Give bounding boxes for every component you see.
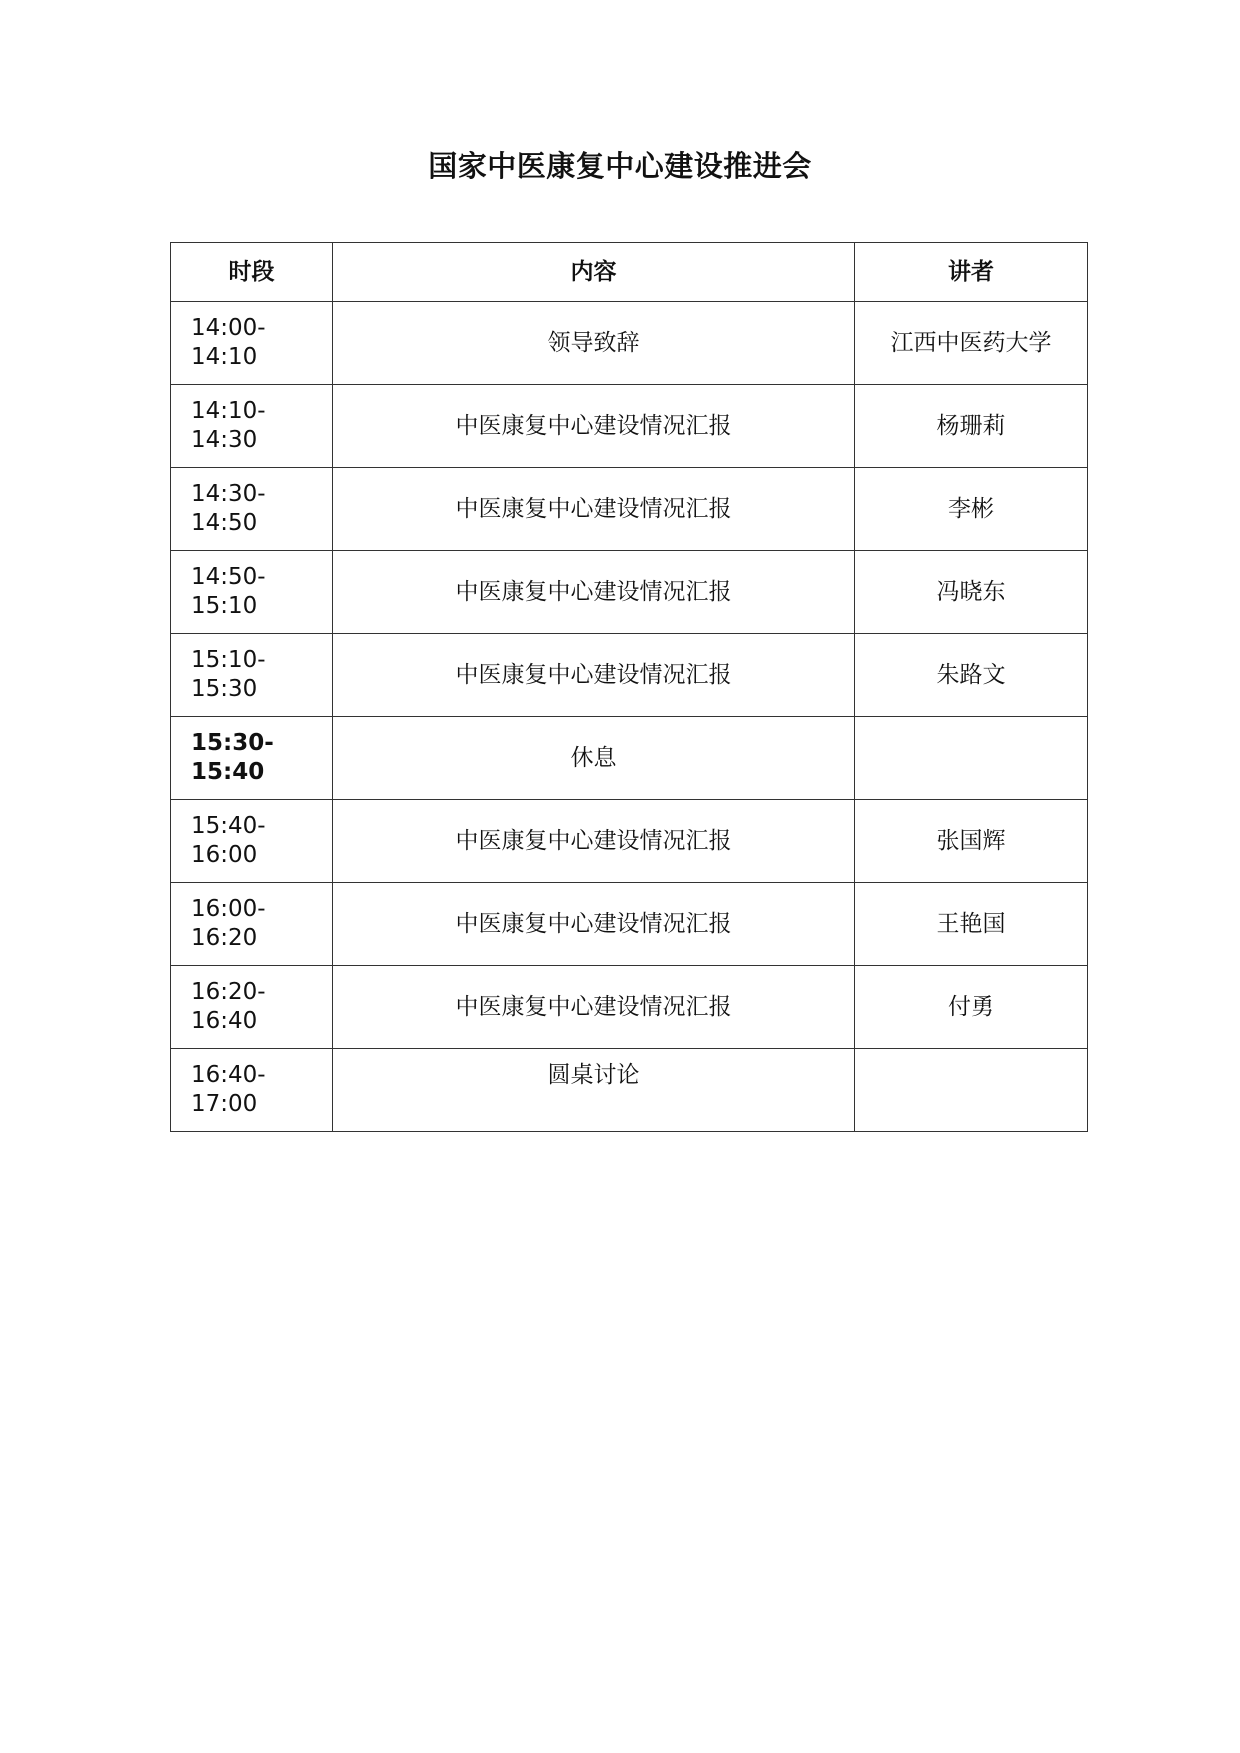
speaker-cell: 付勇 (855, 966, 1088, 1049)
table-row (171, 302, 1088, 385)
speaker-cell: 江西中医药大学 (855, 302, 1088, 385)
content-cell: 中医康复中心建设情况汇报 (333, 966, 855, 1049)
time-start: 15:10- (191, 647, 266, 673)
content-cell: 中医康复中心建设情况汇报 (333, 883, 855, 966)
speaker-cell: 李彬 (855, 468, 1088, 551)
time-start: 14:10- (191, 398, 266, 424)
time-cell (171, 551, 333, 634)
speaker-cell: 王艳国 (855, 883, 1088, 966)
time-start: 16:00- (191, 896, 266, 922)
table-row (171, 551, 1088, 634)
time-cell (171, 1049, 333, 1132)
header-speaker: 讲者 (855, 243, 1088, 302)
speaker-cell (855, 1049, 1088, 1132)
time-end: 15:40 (191, 759, 265, 785)
table-row (171, 634, 1088, 717)
header-content: 内容 (333, 243, 855, 302)
time-end: 14:30 (191, 427, 258, 453)
page-title: 国家中医康复中心建设推进会 (428, 149, 812, 183)
time-start: 16:40- (191, 1062, 266, 1088)
header-time: 时段 (171, 243, 333, 302)
time-cell (171, 634, 333, 717)
time-cell (171, 385, 333, 468)
speaker-cell: 冯晓东 (855, 551, 1088, 634)
time-end: 16:40 (191, 1008, 258, 1034)
table-header-row (171, 243, 1088, 302)
table-row (171, 966, 1088, 1049)
content-cell: 圆桌讨论 (333, 1049, 855, 1132)
speaker-cell: 朱路文 (855, 634, 1088, 717)
time-start: 15:30- (191, 730, 274, 756)
time-cell (171, 717, 333, 800)
content-cell: 休息 (333, 717, 855, 800)
table-row (171, 800, 1088, 883)
time-end: 14:10 (191, 344, 258, 370)
schedule-table (170, 242, 1088, 1132)
time-cell (171, 966, 333, 1049)
content-cell: 中医康复中心建设情况汇报 (333, 468, 855, 551)
time-start: 14:30- (191, 481, 266, 507)
content-cell: 中医康复中心建设情况汇报 (333, 551, 855, 634)
time-cell (171, 302, 333, 385)
time-start: 14:50- (191, 564, 266, 590)
speaker-cell: 张国辉 (855, 800, 1088, 883)
table-row (171, 385, 1088, 468)
time-start: 16:20- (191, 979, 266, 1005)
time-end: 17:00 (191, 1091, 258, 1117)
time-end: 15:30 (191, 676, 258, 702)
content-cell: 中医康复中心建设情况汇报 (333, 634, 855, 717)
time-end: 15:10 (191, 593, 258, 619)
content-cell: 领导致辞 (333, 302, 855, 385)
content-cell: 中医康复中心建设情况汇报 (333, 800, 855, 883)
time-cell (171, 883, 333, 966)
table-row (171, 883, 1088, 966)
time-cell (171, 800, 333, 883)
speaker-cell (855, 717, 1088, 800)
time-start: 14:00- (191, 315, 266, 341)
time-end: 16:00 (191, 842, 258, 868)
time-cell (171, 468, 333, 551)
content-cell: 中医康复中心建设情况汇报 (333, 385, 855, 468)
table-row (171, 468, 1088, 551)
time-start: 15:40- (191, 813, 266, 839)
speaker-cell: 杨珊莉 (855, 385, 1088, 468)
table-row (171, 1049, 1088, 1132)
time-end: 14:50 (191, 510, 258, 536)
time-end: 16:20 (191, 925, 258, 951)
table-row (171, 717, 1088, 800)
